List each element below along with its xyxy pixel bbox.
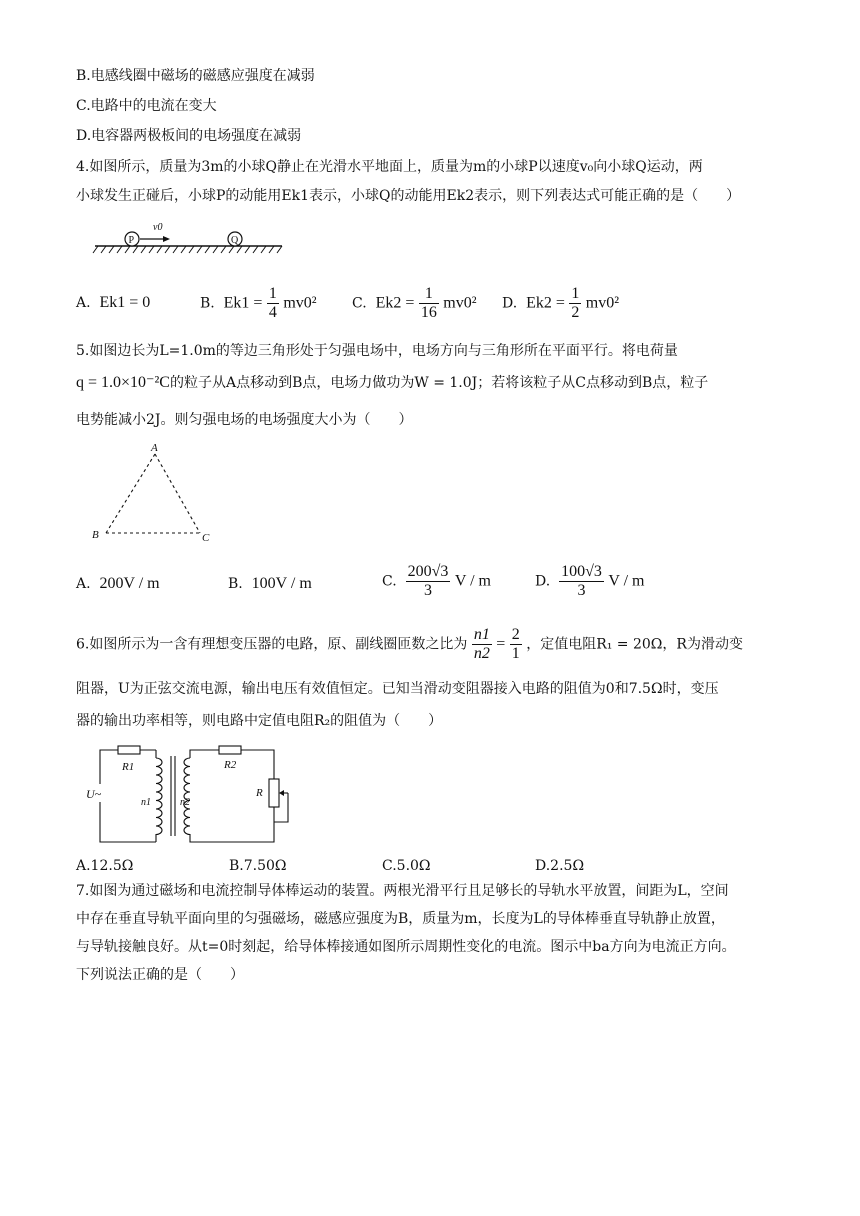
q4-option-c: C. Ek2 = $\frac{1}{16}$ mv0² <box>352 285 477 321</box>
q5-stem-line1: 5.如图边长为L=1.0m的等边三角形处于匀强电场中，电场方向与三角形所在平面平行。将电荷量 <box>76 343 678 359</box>
q5-option-d: D. $\frac{100√3}{3}$ V / m <box>535 563 645 599</box>
q7-stem-line1: 7.如图为通过磁场和电流控制导体棒运动的装置。两根光滑平行且足够长的导轨水平放置，间距为L，空间 <box>76 883 729 899</box>
r-label: R <box>256 787 263 799</box>
vertex-a-label: A <box>151 442 158 454</box>
q5-triangle-figure <box>88 440 218 550</box>
velocity-label: v0 <box>153 222 163 233</box>
rheostat-r <box>269 779 279 807</box>
q4-option-b: B. Ek1 = $\frac{1}{4}$ mv0² <box>200 285 317 321</box>
q6-option-d: D.2.5Ω <box>535 858 585 874</box>
q4-collision-figure <box>90 218 290 258</box>
n2-label: n2 <box>180 797 190 808</box>
q4-option-d: D. Ek2 = $\frac{1}{2}$ mv0² <box>502 285 620 321</box>
q6-stem-line2: 阻器，U为正弦交流电源，输出电压有效值恒定。已知当滑动变阻器接入电路的阻值为0和7.5Ω时，变压 <box>76 681 719 697</box>
q3-option-d: D.电容器两极板间的电场强度在减弱 <box>76 128 302 144</box>
q5-stem-line2: q = 1.0×10⁻²C的粒子从A点移动到B点，电场力做功为W = 1.0J；若将该粒子从C点移动到B点，粒子 <box>76 374 709 391</box>
ball-p-label: P <box>128 235 135 246</box>
q6-transformer-circuit <box>86 742 306 852</box>
q3-option-c: C.电路中的电流在变大 <box>76 98 217 114</box>
q7-stem-line2: 中存在垂直导轨平面向里的匀强磁场，磁感应强度为B，质量为m，长度为L的导体棒垂直导轨静止放置， <box>76 911 725 927</box>
n1-label: n1 <box>141 797 151 808</box>
q3-option-b: B.电感线圈中磁场的磁感应强度在减弱 <box>76 68 315 84</box>
q4-stem-line2: 小球发生正碰后，小球P的动能用Ek1表示，小球Q的动能用Ek2表示，则下列表达式可能正确的是（ ） <box>76 188 741 204</box>
r1-label: R1 <box>122 761 135 773</box>
q6-option-a: A.12.5Ω <box>76 858 134 874</box>
q5-stem-line3: 电势能减小2J。则匀强电场的电场强度大小为（ ） <box>76 412 413 428</box>
q4-option-a: A. Ek1 = 0 <box>76 294 151 311</box>
ball-q-label: Q <box>231 235 239 246</box>
vertex-c-label: C <box>202 532 210 544</box>
resistor-r1 <box>118 746 140 754</box>
resistor-r2 <box>219 746 241 754</box>
r2-label: R2 <box>224 759 237 771</box>
q4-stem-line1: 4.如图所示，质量为3m的小球Q静止在光滑水平地面上，质量为m的小球P以速度v₀向小球Q运动，两 <box>76 159 703 175</box>
q5-option-a: A. 200V / m <box>76 575 160 592</box>
vertex-b-label: B <box>92 529 99 541</box>
q5-option-c: C. $\frac{200√3}{3}$ V / m <box>382 563 491 599</box>
q6-option-c: C.5.0Ω <box>382 858 431 874</box>
q6-option-b: B.7.50Ω <box>229 858 287 874</box>
q6-stem-line1: 6.如图所示为一含有理想变压器的电路，原、副线圈匝数之比为 $\frac{n1}{n2}$ = $\frac{2}{1}$ ，定值电阻R₁ = 20Ω，R为滑动变 <box>76 626 743 662</box>
source-u-label: U~ <box>86 787 102 801</box>
q5-option-b: B. 100V / m <box>228 575 312 592</box>
primary-coil <box>156 758 162 835</box>
q7-stem-line3: 与导轨接触良好。从t=0时刻起，给导体棒接通如图所示周期性变化的电流。图示中ba方向为电流正方向。 <box>76 939 736 955</box>
q7-stem-line4: 下列说法正确的是（ ） <box>76 967 244 983</box>
q6-stem-line3: 器的输出功率相等，则电路中定值电阻R₂的阻值为（ ） <box>76 713 443 729</box>
